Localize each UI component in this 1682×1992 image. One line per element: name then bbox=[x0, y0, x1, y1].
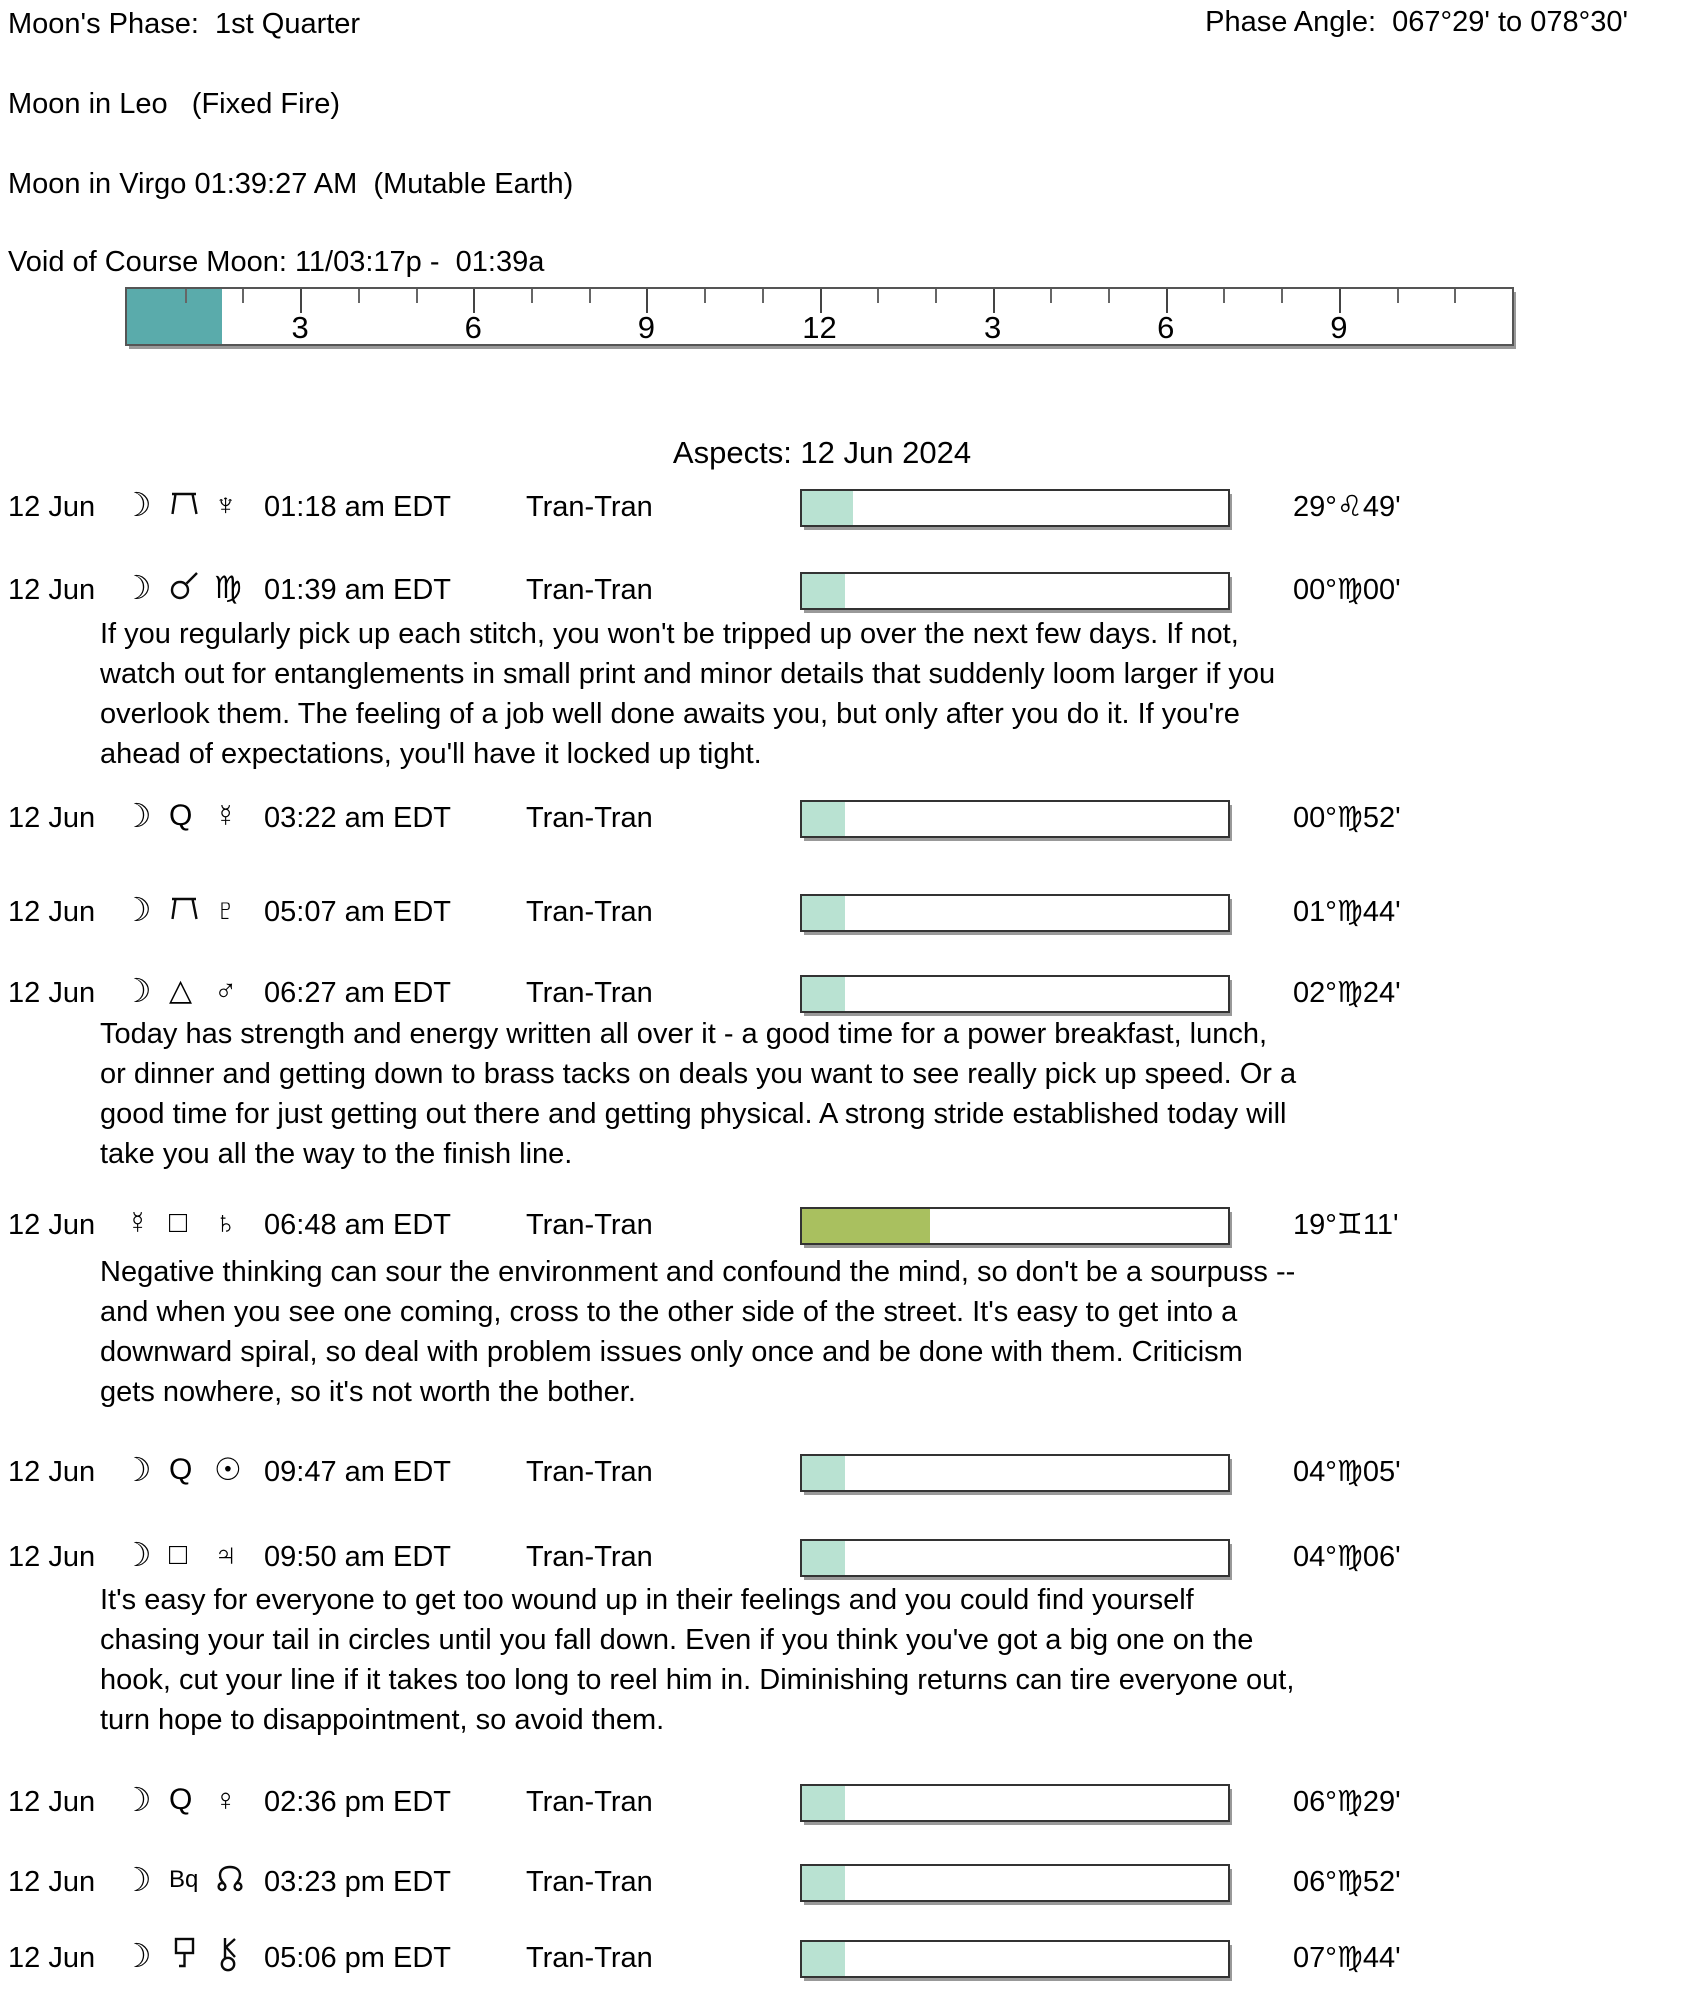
conjunction-icon bbox=[169, 568, 199, 608]
orb-progress-fill bbox=[802, 896, 845, 930]
mercury-icon: ☿ bbox=[126, 1205, 150, 1240]
aspect-row bbox=[0, 798, 1682, 838]
hour-tick bbox=[935, 289, 937, 303]
quincunx-icon bbox=[169, 485, 199, 525]
aspect-time: 06:27 am EDT bbox=[264, 977, 451, 1009]
aspect-position: 04°♍06' bbox=[1293, 1541, 1401, 1573]
aspect-position: 07°♍44' bbox=[1293, 1942, 1401, 1974]
aspect-row bbox=[0, 570, 1682, 610]
hour-label: 9 bbox=[1330, 310, 1348, 345]
aspect-time: 09:50 am EDT bbox=[264, 1541, 451, 1573]
hour-tick bbox=[762, 289, 764, 303]
hour-label: 6 bbox=[464, 310, 482, 345]
aspect-row bbox=[0, 1452, 1682, 1492]
aspect-type: Tran-Tran bbox=[526, 1541, 653, 1573]
aspect-type: Tran-Tran bbox=[526, 574, 653, 606]
aspect-type: Tran-Tran bbox=[526, 1786, 653, 1818]
moon-icon: ☽ bbox=[122, 486, 152, 523]
north-node-icon bbox=[214, 1860, 246, 1900]
aspect-time: 05:07 am EDT bbox=[264, 896, 451, 928]
chiron-icon bbox=[214, 1936, 244, 1978]
aspect-type: Tran-Tran bbox=[526, 802, 653, 834]
orb-progress-fill bbox=[802, 802, 845, 836]
aspect-position: 01°♍44' bbox=[1293, 896, 1401, 928]
aspect-row bbox=[0, 892, 1682, 932]
hour-tick bbox=[1050, 289, 1052, 303]
moon-icon: ☽ bbox=[122, 797, 152, 834]
saturn-icon: ♄ bbox=[214, 1205, 238, 1240]
hour-label: 9 bbox=[637, 310, 655, 345]
moon-icon: ☽ bbox=[122, 1536, 152, 1573]
mercury-icon: ☿ bbox=[214, 798, 238, 833]
quintile-icon: Q bbox=[169, 1783, 193, 1816]
aspect-type: Tran-Tran bbox=[526, 1209, 653, 1241]
moon-icon: ☽ bbox=[122, 1937, 152, 1974]
orb-progress-fill bbox=[802, 1786, 845, 1820]
hour-tick bbox=[1281, 289, 1283, 303]
aspect-date: 12 Jun bbox=[8, 1942, 96, 1974]
aspect-description: Today has strength and energy written all over it - a good time for a power breakfast, lunch, or dinner and getting down to brass tacks on deals you want to see really pick up speed. Or a good time for just getting out there and getting physical. A strong stride established today will take you all the way to the finish line. bbox=[100, 1018, 1297, 1170]
hour-tick bbox=[1223, 289, 1225, 303]
moon-icon: ☽ bbox=[122, 972, 152, 1009]
moon-icon: ☽ bbox=[122, 1861, 152, 1898]
hour-tick bbox=[1454, 289, 1456, 303]
sun-icon: ☉ bbox=[214, 1452, 242, 1487]
hour-tick bbox=[358, 289, 360, 303]
moon-icon: ☽ bbox=[122, 569, 152, 606]
aspect-time: 09:47 am EDT bbox=[264, 1456, 451, 1488]
square-icon: □ bbox=[169, 1538, 188, 1571]
aspect-time: 02:36 pm EDT bbox=[264, 1786, 451, 1818]
neptune-icon: ♆ bbox=[214, 487, 238, 522]
orb-progress-bar bbox=[800, 1864, 1230, 1902]
quintile-icon: Q bbox=[169, 1453, 193, 1486]
square-icon: □ bbox=[169, 1206, 188, 1239]
pluto-icon: ♇ bbox=[214, 892, 238, 927]
aspect-description: It's easy for everyone to get too wound up in their feelings and you could find yourself chasing your tail in circles until you fall down. Even if you think you've got a big one on the hook, cut your line if it takes too long to reel him in. Diminishing returns can tire everyone out, turn hope to disappointment, so avoid them. bbox=[100, 1584, 1295, 1736]
orb-progress-fill bbox=[802, 1942, 845, 1976]
aspect-time: 06:48 am EDT bbox=[264, 1209, 451, 1241]
hour-label: 3 bbox=[291, 310, 309, 345]
void-period-fill bbox=[127, 289, 222, 344]
orb-progress-fill bbox=[802, 1209, 930, 1243]
aspect-time: 03:23 pm EDT bbox=[264, 1866, 451, 1898]
void-of-course-line: Void of Course Moon: 11/03:17p - 01:39a bbox=[8, 246, 545, 278]
aspect-row bbox=[0, 973, 1682, 1013]
aspect-date: 12 Jun bbox=[8, 491, 96, 523]
hour-tick bbox=[416, 289, 418, 303]
hour-tick bbox=[242, 289, 244, 303]
hour-tick bbox=[877, 289, 879, 303]
aspect-type: Tran-Tran bbox=[526, 977, 653, 1009]
aspect-position: 02°♍24' bbox=[1293, 977, 1401, 1009]
mars-icon: ♂ bbox=[214, 973, 238, 1008]
orb-progress-bar bbox=[800, 1454, 1230, 1492]
moon-icon: ☽ bbox=[122, 1781, 152, 1818]
hour-tick bbox=[1108, 289, 1110, 303]
orb-progress-fill bbox=[802, 1866, 845, 1900]
aspect-position: 00°♍52' bbox=[1293, 802, 1401, 834]
aspect-date: 12 Jun bbox=[8, 1456, 96, 1488]
aspect-type: Tran-Tran bbox=[526, 1456, 653, 1488]
aspect-date: 12 Jun bbox=[8, 574, 96, 606]
aspect-date: 12 Jun bbox=[8, 1786, 96, 1818]
aspect-position: 06°♍29' bbox=[1293, 1786, 1401, 1818]
aspect-date: 12 Jun bbox=[8, 977, 96, 1009]
hour-tick bbox=[589, 289, 591, 303]
moon-in-virgo-line: Moon in Virgo 01:39:27 AM (Mutable Earth) bbox=[8, 168, 574, 200]
aspect-description: Negative thinking can sour the environment and confound the mind, so don't be a sourpuss -- and when you see one coming, cross to the other side of the street. It's easy to get into a downward spiral, so deal with problem issues only once and be done with them. Criticism gets nowhere, so it's not worth the bother. bbox=[100, 1256, 1296, 1408]
aspect-date: 12 Jun bbox=[8, 896, 96, 928]
aspect-type: Tran-Tran bbox=[526, 491, 653, 523]
orb-progress-bar bbox=[800, 975, 1230, 1013]
trine-icon: △ bbox=[169, 974, 193, 1007]
aspect-position: 04°♍05' bbox=[1293, 1456, 1401, 1488]
orb-progress-bar bbox=[800, 1539, 1230, 1577]
orb-progress-fill bbox=[802, 1541, 845, 1575]
aspect-time: 03:22 am EDT bbox=[264, 802, 451, 834]
hour-tick bbox=[185, 289, 187, 303]
aspect-type: Tran-Tran bbox=[526, 896, 653, 928]
hour-tick bbox=[704, 289, 706, 303]
orb-progress-bar bbox=[800, 489, 1230, 527]
orb-progress-fill bbox=[802, 491, 853, 525]
aspect-time: 01:39 am EDT bbox=[264, 574, 451, 606]
hour-tick bbox=[1397, 289, 1399, 303]
hour-label: 3 bbox=[984, 310, 1002, 345]
moon-icon: ☽ bbox=[122, 1451, 152, 1488]
moon-icon: ☽ bbox=[122, 891, 152, 928]
hour-tick bbox=[531, 289, 533, 303]
sesquiquadrate-icon bbox=[169, 1936, 199, 1977]
aspect-row bbox=[0, 1862, 1682, 1902]
aspect-type: Tran-Tran bbox=[526, 1866, 653, 1898]
orb-progress-fill bbox=[802, 574, 845, 608]
phase-angle-line: Phase Angle: 067°29' to 078°30' bbox=[1205, 6, 1628, 38]
moon-in-leo-line: Moon in Leo (Fixed Fire) bbox=[8, 88, 341, 120]
hour-label: 6 bbox=[1157, 310, 1175, 345]
aspects-title: Aspects: 12 Jun 2024 bbox=[672, 435, 972, 470]
venus-icon: ♀ bbox=[214, 1782, 238, 1817]
orb-progress-bar bbox=[800, 894, 1230, 932]
moon-phase-line: Moon's Phase: 1st Quarter bbox=[8, 8, 361, 40]
aspect-time: 01:18 am EDT bbox=[264, 491, 451, 523]
virgo-icon: ♍ bbox=[214, 570, 242, 605]
orb-progress-fill bbox=[802, 1456, 845, 1490]
aspect-row bbox=[0, 1537, 1682, 1577]
quincunx-icon bbox=[169, 890, 199, 930]
biquintile-icon: Bq bbox=[169, 1866, 199, 1893]
aspect-row bbox=[0, 1938, 1682, 1978]
aspect-position: 19°♊11' bbox=[1293, 1209, 1399, 1241]
aspect-time: 05:06 pm EDT bbox=[264, 1942, 451, 1974]
orb-progress-bar bbox=[800, 1207, 1230, 1245]
aspect-date: 12 Jun bbox=[8, 802, 96, 834]
quintile-icon: Q bbox=[169, 799, 193, 832]
aspect-date: 12 Jun bbox=[8, 1866, 96, 1898]
aspect-row bbox=[0, 487, 1682, 527]
orb-progress-bar bbox=[800, 1784, 1230, 1822]
aspect-row bbox=[0, 1782, 1682, 1822]
aspect-type: Tran-Tran bbox=[526, 1942, 653, 1974]
orb-progress-fill bbox=[802, 977, 845, 1011]
aspect-row bbox=[0, 1205, 1682, 1245]
void-of-course-ruler bbox=[125, 287, 1514, 346]
orb-progress-bar bbox=[800, 572, 1230, 610]
jupiter-icon: ♃ bbox=[214, 1537, 238, 1572]
hour-label: 12 bbox=[802, 310, 837, 345]
orb-progress-bar bbox=[800, 800, 1230, 838]
orb-progress-bar bbox=[800, 1940, 1230, 1978]
aspect-date: 12 Jun bbox=[8, 1541, 96, 1573]
aspect-position: 29°♌49' bbox=[1293, 491, 1401, 523]
aspect-position: 06°♍52' bbox=[1293, 1866, 1401, 1898]
aspect-date: 12 Jun bbox=[8, 1209, 96, 1241]
aspect-description: If you regularly pick up each stitch, you won't be tripped up over the next few days. If not, watch out for entanglements in small print and minor details that suddenly loom larger if you overlook them. The feeling of a job well done awaits you, but only after you do it. If you're ahead of expectations, you'll have it locked up tight. bbox=[100, 618, 1276, 770]
aspect-position: 00°♍00' bbox=[1293, 574, 1401, 606]
